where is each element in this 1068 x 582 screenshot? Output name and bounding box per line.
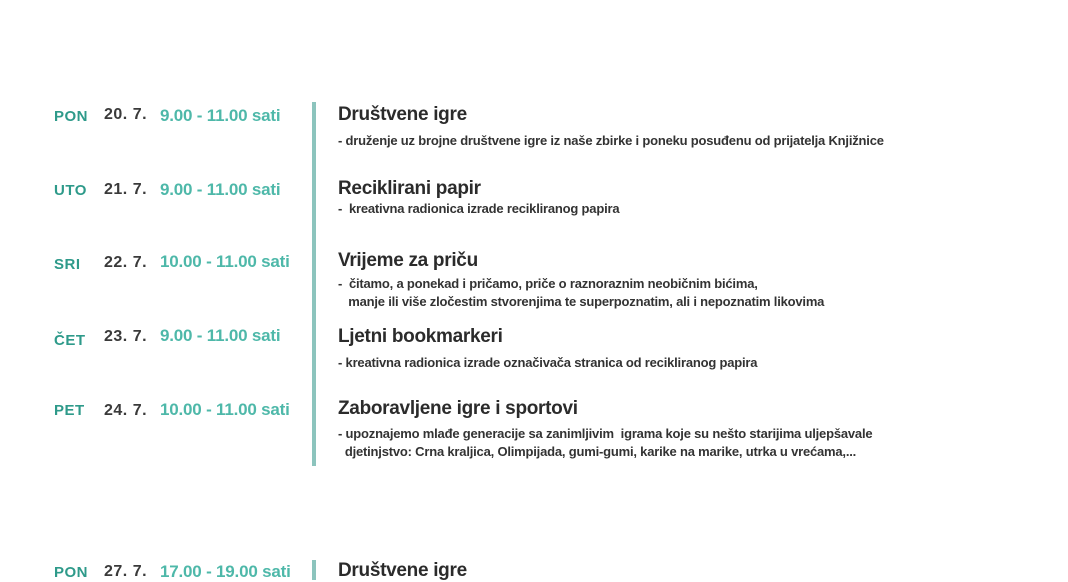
event-time: 9.00 - 11.00 sati (160, 106, 281, 125)
event-title: Vrijeme za priču (338, 250, 478, 271)
timeline-divider-next-week (312, 560, 316, 580)
event-date: 21. 7. (104, 181, 148, 198)
event-description: - druženje uz brojne društvene igre iz naše zbirke i poneku posuđenu od prijatelja Knjižnice (338, 133, 884, 148)
event-description: - upoznajemo mlađe generacije sa zanimljivim igrama koje su nešto starijima uljepšavale djetinjstvo: Crna kraljica, Olimpijada, gumi-gumi, karike na marike, utrka u vrećama,... (338, 426, 873, 459)
event-time: 9.00 - 11.00 sati (160, 180, 281, 199)
event-description: - čitamo, a ponekad i pričamo, priče o raznoraznim neobičnim bićima, manje ili više zločestim stvorenjima te superpoznatim, ali i nepoznatim likovima (338, 276, 825, 309)
event-description: - kreativna radionica izrade recikliranog papira (338, 201, 620, 216)
event-day: UTO (54, 182, 87, 199)
event-title: Reciklirani papir (338, 178, 481, 199)
event-title: Društvene igre (338, 560, 467, 581)
event-title: Zaboravljene igre i sportovi (338, 398, 578, 419)
event-date: 22. 7. (104, 254, 148, 271)
event-date: 27. 7. (104, 563, 148, 580)
event-day: PON (54, 108, 89, 125)
event-time: 10.00 - 11.00 sati (160, 252, 290, 271)
event-time: 9.00 - 11.00 sati (160, 326, 281, 345)
event-time: 10.00 - 11.00 sati (160, 400, 290, 419)
event-date: 24. 7. (104, 402, 148, 419)
event-day: SRI (54, 256, 81, 273)
event-description: - kreativna radionica izrade označivača stranica od recikliranog papira (338, 355, 758, 370)
event-date: 23. 7. (104, 328, 148, 345)
event-day: ČET (54, 332, 86, 349)
event-title: Ljetni bookmarkeri (338, 326, 503, 347)
event-day: PET (54, 402, 85, 419)
event-date: 20. 7. (104, 106, 148, 123)
timeline-divider (312, 102, 316, 466)
event-title: Društvene igre (338, 104, 467, 125)
event-day: PON (54, 564, 89, 581)
event-time: 17.00 - 19.00 sati (160, 562, 291, 581)
